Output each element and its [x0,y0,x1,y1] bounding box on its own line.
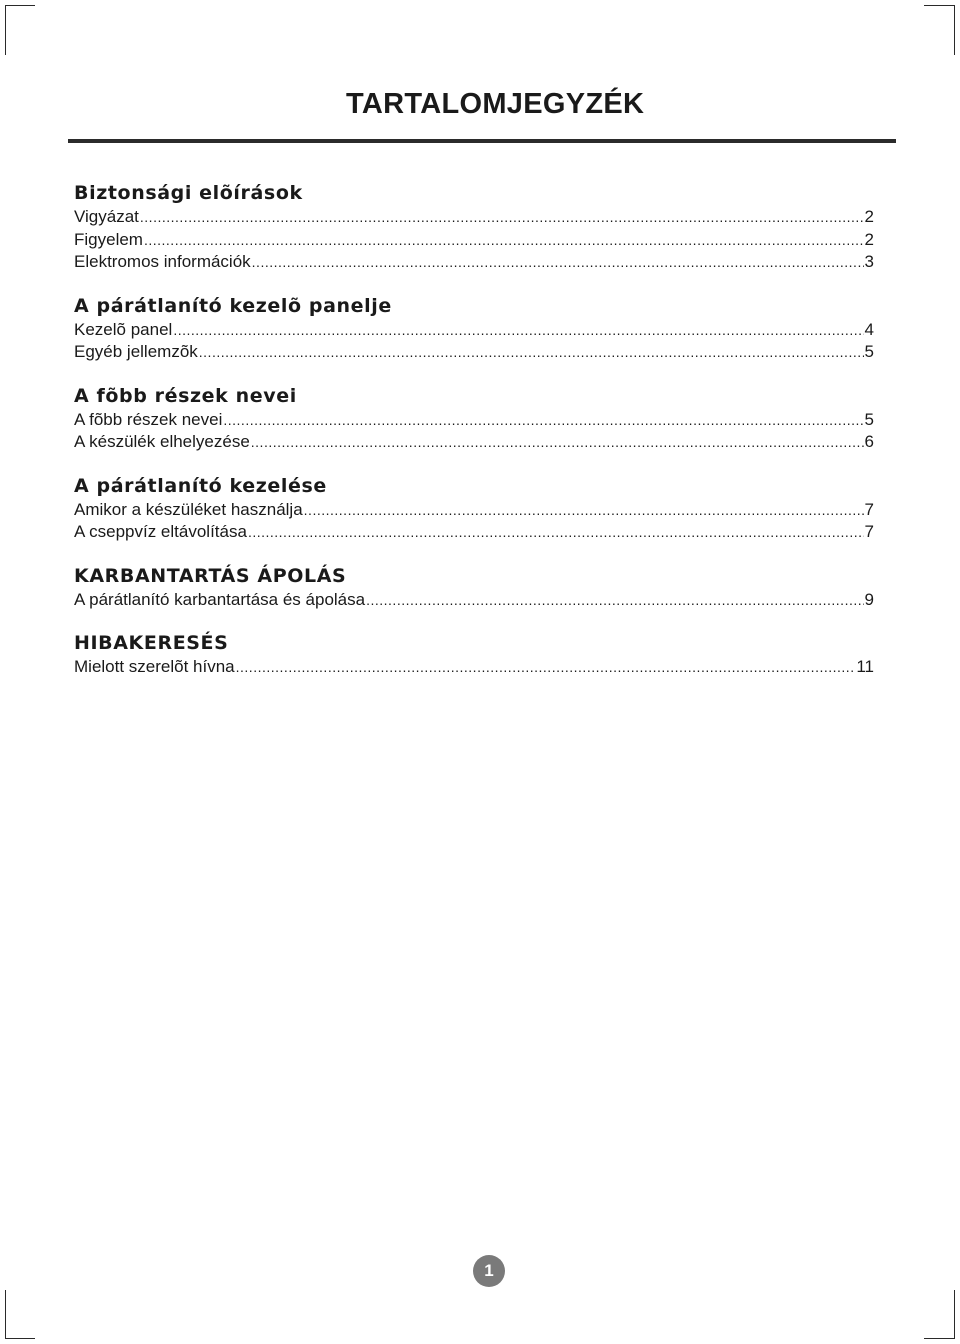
toc-section [74,563,874,612]
toc-entry-label: Figyelem [74,229,143,249]
crop-mark-bottom-left-h [5,1338,35,1339]
toc-entry-page: 5 [864,342,874,361]
toc-section [74,293,874,364]
crop-mark-top-left-h [5,5,35,6]
section-heading: KARBANTARTÁS ÁPOLÁS [74,564,347,587]
section-heading: Biztonsági elõírások [74,182,303,204]
toc-entry[interactable] [74,251,874,274]
dot-leader [366,589,863,612]
toc-entry[interactable] [74,409,874,432]
crop-mark-top-right-h [924,5,954,6]
crop-mark-top-left-v [5,5,6,55]
table-of-contents [74,180,874,698]
toc-entry-label: A cseppvíz eltávolítása [74,522,247,541]
dot-leader [236,656,856,679]
page-title: TARTALOMJEGYZÉK [346,88,645,120]
toc-entry-label: A készülék elhelyezése [74,432,250,451]
toc-section [74,473,874,544]
dot-leader [199,341,864,364]
section-heading: A párátlanító kezelõ panelje [74,294,392,317]
toc-entry-page: 11 [856,657,874,676]
toc-entry[interactable] [74,589,874,612]
dot-leader [251,431,864,454]
toc-entry[interactable] [74,319,874,342]
section-heading: A fõbb részek nevei [74,384,297,407]
dot-leader [252,251,864,274]
dot-leader [304,499,864,522]
toc-entry-label: Kezelõ panel [74,319,173,339]
toc-entry-label: A fõbb részek nevei [74,409,223,429]
toc-entry-label: Mielott szerelõt hívna [74,657,235,676]
page-number-badge: 1 [473,1255,505,1287]
crop-mark-bottom-right-v [954,1290,955,1339]
crop-mark-top-right-v [954,5,955,55]
dot-leader [248,521,864,544]
dot-leader [173,319,863,342]
toc-entry-page: 5 [864,409,874,429]
toc-entry-page: 7 [864,499,874,519]
toc-entry[interactable] [74,431,874,454]
dot-leader [140,206,864,229]
crop-mark-bottom-left-v [5,1290,6,1339]
toc-entry[interactable] [74,229,874,252]
toc-entry-page: 2 [864,207,874,226]
toc-section [74,630,874,679]
crop-mark-bottom-right-h [924,1338,954,1339]
section-heading: A párátlanító kezelése [74,474,327,497]
title-divider [68,139,896,143]
toc-entry[interactable] [74,521,874,544]
toc-entry-label: Amikor a készüléket használja [74,499,303,519]
toc-entry-label: Elektromos információk [74,252,251,271]
toc-section [74,180,874,274]
toc-entry-page: 2 [864,229,874,249]
toc-entry-page: 6 [864,432,874,451]
toc-entry[interactable] [74,206,874,229]
toc-entry-page: 9 [864,589,874,609]
dot-leader [223,409,863,432]
toc-entry-page: 7 [864,522,874,541]
toc-entry-label: Egyéb jellemzõk [74,342,198,361]
section-heading: HIBAKERESÉS [74,632,229,654]
toc-entry-label: Vigyázat [74,207,139,226]
toc-entry[interactable] [74,656,874,679]
toc-entry-label: A párátlanító karbantartása és ápolása [74,589,366,609]
toc-entry-page: 4 [864,319,874,339]
toc-entry[interactable] [74,341,874,364]
dot-leader [144,229,864,252]
toc-entry-page: 3 [864,252,874,271]
toc-entry[interactable] [74,499,874,522]
toc-section [74,383,874,454]
